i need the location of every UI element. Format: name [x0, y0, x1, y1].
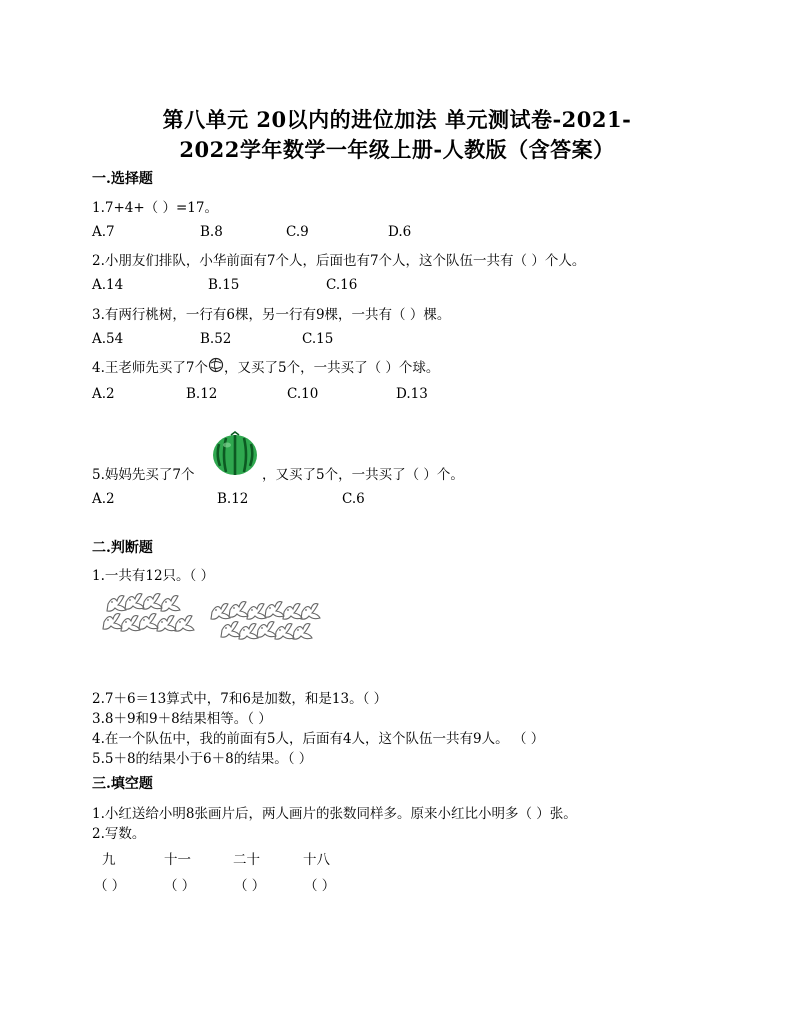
answer-blank: （ ）	[94, 878, 126, 894]
judgement-3: 3.8＋9和9＋8结果相等。（ ）	[92, 711, 272, 727]
question-5-options	[92, 491, 652, 509]
option: C.15	[302, 331, 334, 347]
birds-illustration	[96, 590, 326, 656]
option: B.8	[200, 224, 223, 240]
judgement-5: 5.5＋8的结果小于6＋8的结果。（ ）	[92, 751, 313, 767]
bird-icon	[239, 624, 258, 640]
bird-icon	[121, 616, 140, 632]
bird-icon	[139, 614, 158, 630]
section-heading-judgement: 二.判断题	[92, 540, 153, 556]
question-1-options	[92, 224, 652, 242]
option: C.10	[287, 386, 319, 402]
judgement-4: 4.在一个队伍中，我的前面有5人，后面有4人，这个队伍一共有9人。 （ ）	[92, 731, 545, 747]
bird-icon	[301, 604, 320, 620]
judgement-2: 2.7＋6＝13算式中，7和6是加数，和是13。（ ）	[92, 691, 388, 707]
title-line-1: 第八单元 20以内的进位加法 单元测试卷-2021-	[162, 107, 632, 132]
title-line-2: 2022学年数学一年级上册-人教版（含答案）	[179, 137, 615, 162]
answer-blank: （ ）	[234, 878, 266, 894]
bird-icon	[143, 594, 162, 610]
bird-icon	[275, 624, 294, 640]
section-heading-choice: 一.选择题	[92, 171, 153, 187]
number-word: 十八	[303, 852, 330, 868]
bird-icon	[175, 616, 194, 632]
option: A.7	[92, 224, 115, 240]
question-4-options	[92, 386, 652, 404]
bird-icon	[157, 616, 176, 632]
question-4-text-a: 4.王老师先买了7个	[92, 360, 208, 376]
option: B.52	[200, 331, 232, 347]
judgement-1: 1.一共有12只。（ ）	[92, 568, 215, 584]
option: A.2	[92, 386, 115, 402]
question-5-text-a: 5.妈妈先买了7个	[92, 467, 195, 483]
bird-icon	[257, 622, 276, 638]
bird-icon	[125, 594, 144, 610]
number-word: 十一	[164, 852, 191, 868]
option: D.13	[396, 386, 428, 402]
bird-icon	[161, 596, 180, 612]
option: C.9	[286, 224, 309, 240]
bird-icon	[265, 602, 284, 618]
option: A.54	[92, 331, 124, 347]
answer-blank: （ ）	[304, 878, 336, 894]
bird-icon	[293, 624, 312, 640]
watermelon-icon	[211, 430, 259, 476]
question-2-options	[92, 277, 652, 295]
option: A.14	[92, 277, 124, 293]
question-4	[92, 356, 439, 376]
fill-1: 1.小红送给小明8张画片后，两人画片的张数同样多。原来小红比小明多（ ）张。	[92, 806, 577, 822]
question-4-text-b: ，又买了5个，一共买了（ ）个球。	[223, 360, 440, 376]
option: B.15	[208, 277, 240, 293]
question-5-text-b: ，又买了5个，一共买了（ ）个。	[262, 467, 464, 483]
question-3-options	[92, 331, 652, 349]
option: B.12	[217, 491, 249, 507]
bird-icon	[229, 602, 248, 618]
bird-icon	[211, 604, 230, 620]
bird-icon	[247, 604, 266, 620]
option: D.6	[388, 224, 412, 240]
number-word: 二十	[233, 852, 260, 868]
section-heading-fill: 三.填空题	[92, 776, 153, 792]
ball-icon	[208, 357, 224, 373]
option: C.6	[342, 491, 365, 507]
answer-blank: （ ）	[164, 878, 196, 894]
bird-icon	[103, 614, 122, 630]
bird-icon	[283, 604, 302, 620]
question-1: 1.7+4+（ ）=17。	[92, 200, 218, 216]
option: B.12	[186, 386, 218, 402]
bird-icon	[107, 596, 126, 612]
question-3: 3.有两行桃树，一行有6棵，另一行有9棵，一共有（ ）棵。	[92, 307, 451, 323]
number-word: 九	[102, 852, 116, 868]
question-2: 2.小朋友们排队，小华前面有7个人，后面也有7个人，这个队伍一共有（ ）个人。	[92, 253, 586, 269]
option: A.2	[92, 491, 115, 507]
bird-icon	[221, 622, 240, 638]
fill-2: 2.写数。	[92, 826, 146, 842]
option: C.16	[326, 277, 358, 293]
